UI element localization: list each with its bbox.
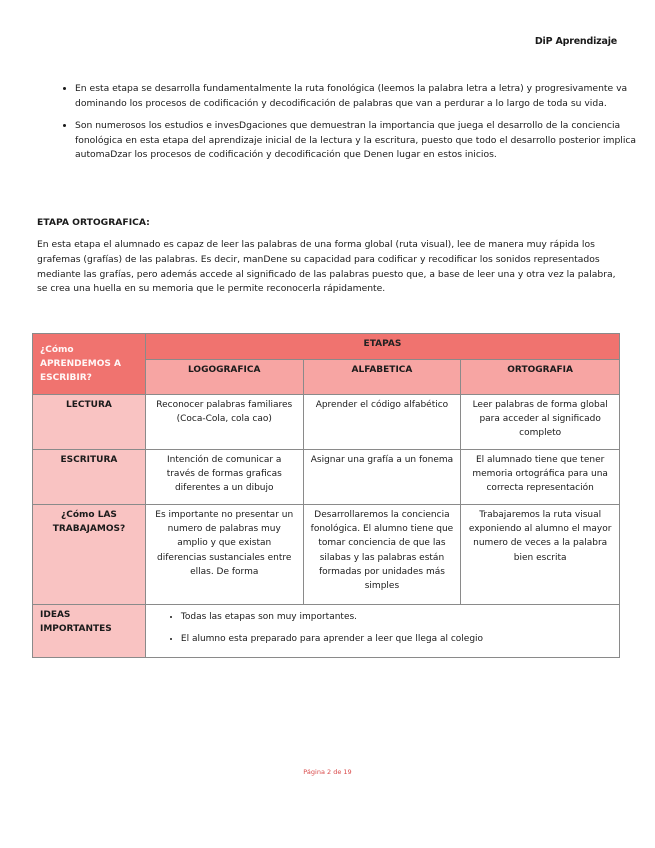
table-corner-header: ¿Cómo APRENDEMOS A ESCRIBIR? [33,334,146,395]
table-cell: Trabajaremos la ruta visual exponiendo al alumno el mayor numero de veces a la palabra bien escrita [461,505,620,605]
table-row [33,505,620,605]
ideas-cell [145,605,619,658]
column-header-alfabetica: ALFABETICA [303,360,461,395]
row-header-como-trabajamos: ¿Cómo LAS TRABAJAMOS? [33,505,146,605]
section-title: ETAPA ORTOGRAFICA: [37,217,150,228]
table-cell: Aprender el código alfabético [303,395,461,450]
list-item: • El alumno esta preparado para aprender a leer que llega al colegio [181,632,612,646]
table-cell: El alumnado tiene que tener memoria ortográfica para una correcta representación [461,450,620,505]
bullet-item: • En esta etapa se desarrolla fundamentalmente la ruta fonológica (leemos la palabra letra a letra) y progresivamente va dominando los procesos de codificación y decodificación de palabras que van a perdurar a lo largo de toda su vida. [75,82,640,111]
etapas-header: ETAPAS [145,334,619,360]
table-row [33,450,620,505]
intro-bullet-list [55,82,640,171]
section-paragraph: En esta etapa el alumnado es capaz de leer las palabras de una forma global (ruta visual), lee de manera muy rápida los grafemas (grafías) de las palabras. Es decir, manDene su capacidad para codificar y recodificar los sonidos representados mediante las grafías, pero además accede al significado de las palabras puesto que, a base de leer una y otra vez la palabra, se crea una huella en su memoria que le permite reconocerla rápidamente. [37,239,616,295]
table-row [33,395,620,450]
row-header-ideas-importantes: IDEAS IMPORTANTES [33,605,146,658]
table-cell: Asignar una grafía a un fonema [303,450,461,505]
column-header-ortografia: ORTOGRAFIA [461,360,620,395]
table-cell: Desarrollaremos la conciencia fonológica. El alumno tiene que tomar conciencia de que las silabas y las palabras están formadas por unidades más simples [303,505,461,605]
document-header-title: DiP Aprendizaje [534,36,617,47]
row-header-lectura: LECTURA [33,395,146,450]
bullet-item: • Son numerosos los estudios e invesDgaciones que demuestran la importancia que juega el desarrollo de la conciencia fonológica en esta etapa del aprendizaje inicial de la lectura y la escritura, puesto que todo el desarrollo posterior implica automaDzar los procesos de codificación y decodificación que Denen lugar en estos inicios. [75,119,640,163]
list-item: • Todas las etapas son muy importantes. [181,610,612,624]
ideas-list [153,610,612,646]
column-header-logografica: LOGOGRAFICA [145,360,303,395]
table-cell: Intención de comunicar a través de formas graficas diferentes a un dibujo [145,450,303,505]
table-row [33,605,620,658]
stages-table [32,333,620,658]
table-cell: Es importante no presentar un numero de palabras muy amplio y que existan diferencias sustanciales entre ellas. De forma [145,505,303,605]
table-cell: Leer palabras de forma global para acceder al significado completo [461,395,620,450]
row-header-escritura: ESCRITURA [33,450,146,505]
page-number: Página 2 de 19 [303,768,352,776]
table-cell: Reconocer palabras familiares (Coca-Cola, cola cao) [145,395,303,450]
